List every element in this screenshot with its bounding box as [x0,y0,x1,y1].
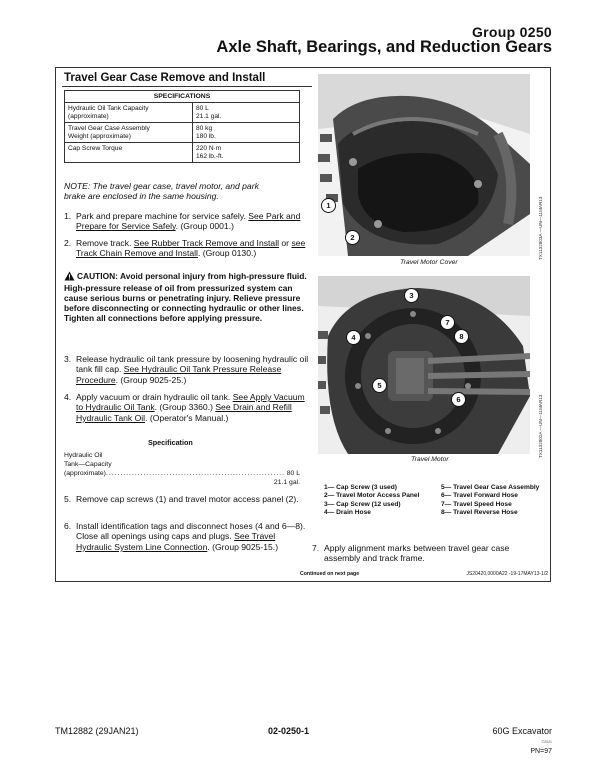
footer-copyright: ©2021 [541,740,552,744]
step-text [76,392,309,423]
legend-left [324,484,419,518]
step-ref: . (Group 0001.) [175,221,234,232]
legend-item: 2— Travel Motor Access Panel [324,492,420,500]
spec-value: 80 kg 180 lb. [193,123,300,143]
table-row [65,143,300,163]
figure-caption-bottom: Travel Motor [411,456,449,463]
footer-page-number: 02-0250-1 [268,726,310,736]
table-row [65,123,300,143]
group-number: Group 0250 [471,24,552,40]
step-5 [64,494,309,504]
step-ref: . (Group 0130.) [197,248,257,259]
step-7 [312,543,542,564]
callout-6: 6 [451,392,466,407]
step-2 [64,238,309,259]
step-number: 1. [64,211,72,221]
step-ref: . (Operator's Manual.) [145,412,229,423]
apply-vacuum-link[interactable]: See Apply Vacuum to Hydraulic Oil Tank [76,392,305,413]
spec-label: Hydraulic Oil [64,452,103,459]
park-prepare-link[interactable]: See Park and Prepare for Service Safely [76,211,301,232]
reference-code: JS20420,0000A22 -19-17MAY13-1/2 [466,571,548,577]
specification-lines [64,451,300,487]
specifications-table [64,90,300,163]
figure-code-top: TX1132803A —UN—11MAR13 [538,196,543,260]
step-text [76,238,309,259]
step-number: 5. [64,494,72,504]
step-ref: . (Group 9025-15.) [207,541,279,552]
caution-text: CAUTION: Avoid personal injury from high-pressure fluid. High-pressure release of oil from pressurized system can cause serious burns or penetrating injury. Relieve pressure before disconnecting or connecting hydraulic or other lines. Tighten all connections before applying pressure. [64,271,307,324]
spec-value: 21.1 gal. [273,479,300,486]
step-text [76,354,309,385]
figure-caption-top: Travel Motor Cover [400,259,458,266]
step-number: 3. [64,354,72,364]
callout-7: 7 [440,315,455,330]
spec-label: Travel Gear Case Assembly Weight (approximate) [65,123,193,143]
step-4 [64,392,309,423]
callout-3: 3 [404,288,419,303]
rubber-track-link[interactable]: See Rubber Track Remove and Install [133,238,280,248]
legend-item: 6— Travel Forward Hose [441,492,518,500]
callout-5: 5 [372,378,387,393]
continued-note: Continued on next page [300,571,360,577]
table-row [65,103,300,123]
figure-code-bottom: TX1132802A —UN—11MAR13 [538,394,543,458]
step-body: Park and prepare machine for service safely. [76,211,249,221]
step-body: Install identification tags and disconnect hoses (4 and 6—8). Close all openings using caps and plugs. [76,521,306,542]
specification-heading: Specification [148,438,193,447]
step-number: 6. [64,521,72,531]
line-connection-link[interactable]: See Travel Hydraulic System Line Connection [76,531,276,552]
title-rule [62,86,312,87]
spec-label: Tank—Capacity [64,461,112,468]
step-body: Remove track. [76,238,134,248]
step-body: Apply vacuum or drain hydraulic oil tank. [76,392,233,402]
spec-value: 220 N·m 162 lb.-ft. [193,143,300,163]
spec-line [64,460,300,469]
section-title: Axle Shaft, Bearings, and Reduction Gears [216,38,552,56]
step-1 [64,211,309,232]
legend-item: 5— Travel Gear Case Assembly [441,484,540,491]
legend-item: 1— Cap Screw (3 used) [324,484,397,491]
footer-pn: PN=97 [530,748,552,755]
spec-value: 80 L 21.1 gal. [193,103,300,123]
spec-label: Cap Screw Torque [65,143,193,163]
spec-line: (approximate).............................................................. 80 L [64,470,300,477]
travel-motor-photo [318,276,530,454]
step-number: 2. [64,238,72,248]
step-ref: . (Group 9025-25.) [115,374,187,385]
step-6 [64,521,309,552]
track-chain-link[interactable]: see Track Chain Remove and Install [76,238,306,259]
spec-label: (approximate) [64,470,106,477]
legend-right [441,484,539,518]
drain-refill-link[interactable]: See Drain and Refill Hydraulic Tank Oil [76,402,292,423]
spec-table-heading: SPECIFICATIONS [65,91,300,103]
step-text: Apply alignment marks between travel gear case assembly and track frame. [324,543,510,564]
legend-item: 3— Cap Screw (12 used) [324,500,401,508]
step-number: 7. [312,543,320,553]
step-text: Remove cap screws (1) and travel motor access panel (2). [76,494,299,504]
step-body: Release hydraulic oil tank pressure by loosening hydraulic oil tank fill cap. [76,354,309,375]
spec-value: 80 L [286,470,300,477]
step-text [76,521,309,552]
spec-line [64,478,300,487]
caution-block [64,271,309,323]
step-connector: or [279,238,292,248]
callout-1: 1 [321,198,336,213]
procedure-title: Travel Gear Case Remove and Install [64,72,266,84]
travel-motor-cover-photo [318,74,530,256]
footer-doc-number: TM12882 (29JAN21) [55,726,139,736]
step-connector: . (Group 3360.) [154,402,216,413]
legend-item: 7— Travel Speed Hose [441,500,512,508]
spec-line [64,451,300,460]
callout-4: 4 [346,330,361,345]
step-3 [64,354,309,385]
footer-model: 60G Excavator [492,726,552,736]
legend-item: 8— Travel Reverse Hose [441,509,518,517]
step-text [76,211,309,232]
housing-note: NOTE: The travel gear case, travel motor, and park brake are enclosed in the same housing. [64,181,259,202]
warning-triangle-icon [64,271,75,283]
callout-8: 8 [454,329,469,344]
legend-item: 4— Drain Hose [324,509,371,517]
step-number: 4. [64,392,72,402]
callout-2: 2 [345,230,360,245]
tank-pressure-link[interactable]: See Hydraulic Oil Tank Pressure Release Procedure [76,364,282,385]
spec-label: Hydraulic Oil Tank Capacity (approximate) [65,103,193,123]
